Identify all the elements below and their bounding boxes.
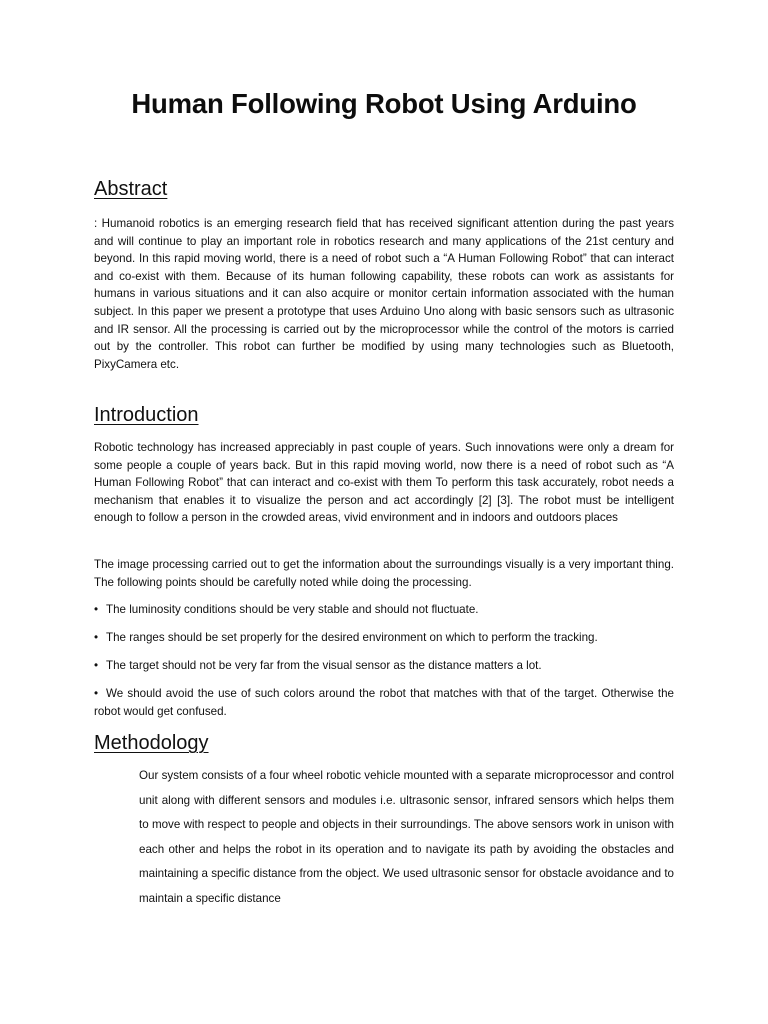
bullet-text: The ranges should be set properly for the desired environment on which to perform the tracking. <box>106 631 598 644</box>
bullet-item <box>94 657 674 675</box>
bullet-text: The target should not be very far from the visual sensor as the distance matters a lot. <box>106 659 542 672</box>
abstract-heading: Abstract <box>94 178 168 200</box>
introduction-heading: Introduction <box>94 404 199 426</box>
bullet-text: The luminosity conditions should be very stable and should not fluctuate. <box>106 603 479 616</box>
bullet-text: We should avoid the use of such colors around the robot that matches with that of the target. Otherwise the robot would get confused. <box>94 687 674 718</box>
bullet-dot-icon: • <box>94 659 99 672</box>
bullet-dot-icon: • <box>94 687 99 700</box>
introduction-paragraph-1: Robotic technology has increased appreciably in past couple of years. Such innovations were only a dream for some people a couple of years back. But in this rapid moving world, now there is a need of robot such as “A Human Following Robot” that can interact and co-exist with them To perform this task accurately, robot needs a mechanism that enables it to visualize the person and act accordingly [2] [3]. The robot must be intelligent enough to follow a person in the crowded areas, vivid environment and in indoors and outdoors places <box>94 441 674 525</box>
methodology-text: Our system consists of a four wheel robotic vehicle mounted with a separate microprocessor and control unit along with different sensors and modules i.e. ultrasonic sensor, infrared sensors which helps them to move with respect to people and objects in their surroundings. The above sensors work in unison with each other and helps the robot in its operation and to navigate its path by avoiding the obstacles and maintaining a specific distance from the object. We used ultrasonic sensor for obstacle avoidance and to maintain a specific distance <box>139 769 674 905</box>
bullet-dot-icon: • <box>94 603 99 616</box>
bullet-dot-icon: • <box>94 631 99 644</box>
bullet-item <box>94 629 674 647</box>
methodology-heading: Methodology <box>94 732 209 754</box>
introduction-paragraph-2: The image processing carried out to get the information about the surroundings visually is a very important thing. The following points should be carefully noted while doing the processing. <box>94 558 674 589</box>
bullet-item <box>94 685 674 720</box>
abstract-text: : Humanoid robotics is an emerging research field that has received significant attention during the past years and will continue to play an important role in robotics research and many applications of the 21st century and beyond. In this rapid moving world, there is a need of robot such a “A Human Following Robot” that can interact and co-exist with them. Because of its human following capability, these robots can work as assistants for humans in various situations and it can also acquire or monitor certain information associated with the human subject. In this paper we present a prototype that uses Arduino Uno along with basic sensors such as ultrasonic and IR sensor. All the processing is carried out by the microprocessor while the control of the motors is carried out by the controller. This robot can further be modified by using many technologies such as Bluetooth, PixyCamera etc. <box>94 217 674 371</box>
page-title: Human Following Robot Using Arduino <box>131 88 637 119</box>
bullet-item <box>94 601 674 619</box>
